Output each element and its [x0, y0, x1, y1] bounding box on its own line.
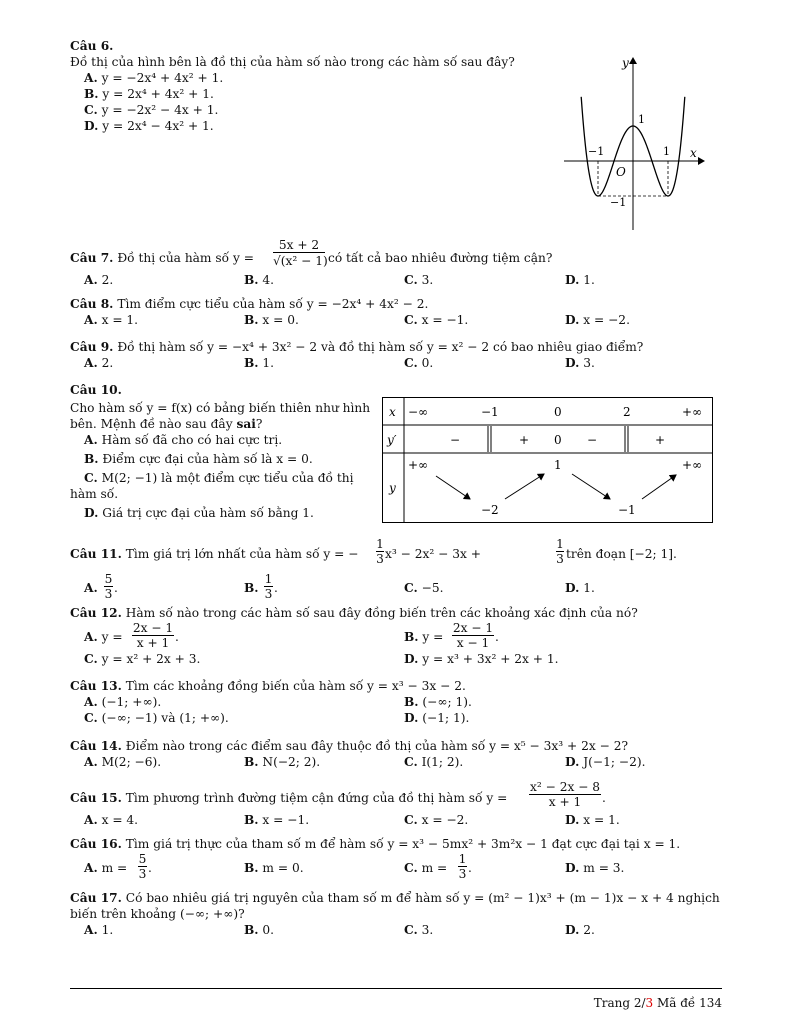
svg-text:+∞: +∞ — [682, 458, 703, 472]
svg-text:−∞: −∞ — [408, 405, 429, 419]
svg-text:y′: y′ — [387, 433, 397, 447]
question-text: Đồ thị của hình bên là đồ thị của hàm số nào trong các hàm số sau đây? — [70, 55, 515, 69]
svg-text:+: + — [655, 433, 666, 447]
footer-rule — [70, 988, 722, 989]
question-15: Câu 15. Tìm phương trình đường tiệm cận đứng của đồ thị hàm số y = x² − 2x − 8 x + 1 . A. x = 4. B. x = −1. C. x = −2. D. x = 1. — [70, 780, 620, 827]
option-a: A. y = −2x⁴ + 4x² + 1. — [84, 71, 224, 85]
origin-label: O — [616, 165, 626, 179]
question-14: Câu 14. Điểm nào trong các điểm sau đây thuộc đồ thị của hàm số y = x⁵ − 3x³ + 2x − 2? A. M(2; −6). B. N(−2; 2). C. I(1; 2). D. J(−1; −2). — [70, 739, 646, 769]
svg-text:−2: −2 — [481, 503, 499, 517]
question-13: Câu 13. Tìm các khoảng đồng biến của hàm số y = x³ − 3x − 2. A. (−1; +∞). B. (−∞; 1). C. (−∞; −1) và (1; +∞). D. (−1; 1). — [70, 679, 472, 725]
svg-text:−1: −1 — [481, 405, 499, 419]
x-axis-label: x — [690, 146, 697, 160]
svg-text:+∞: +∞ — [408, 458, 429, 472]
question-17: Câu 17. Có bao nhiêu giá trị nguyên của tham số m để hàm số y = (m² − 1)x³ + (m − 1)x − x + 4 nghịch biến trên khoảng (−∞; +∞)? A. 1. B. 0. C. 3. D. 2. — [70, 891, 720, 937]
option-b: B. y = 2x⁴ + 4x² + 1. — [84, 87, 214, 101]
question-16: Câu 16. Tìm giá trị thực của tham số m để hàm số y = x³ − 5mx² + 3m²x − 1 đạt cực đại tại x = 1. A. m = 5 3 . B. m = 0. C. m = 1 3 . D. m = 3. — [70, 837, 681, 881]
svg-text:−: − — [587, 433, 598, 447]
options-row: A. 2. B. 4. C. 3. D. 1. — [84, 273, 595, 287]
option-d: D. y = 2x⁴ − 4x² + 1. — [84, 119, 214, 133]
question-number: Câu 6. — [70, 39, 114, 53]
page-footer: Trang 2/3 Mã đề 134 — [593, 996, 722, 1010]
question-11: Câu 11. Tìm giá trị lớn nhất của hàm số y = − 1 3 x³ − 2x² − 3x + 1 3 trên đoạn [−2; 1]. A. 5 3 . B. 1 3 . C. −5. D. 1. — [70, 537, 677, 601]
svg-text:x: x — [389, 405, 396, 419]
question-10: Câu 10. Cho hàm số y = f(x) có bảng biến thiên như hình bên. Mệnh đề nào sau đây sai? A. Hàm số đã cho có hai cực trị. B. Điểm cực đại của hàm số là x = 0. C. M(2; −1) là một điểm cực tiểu của đồ thị hàm số. D. Giá trị cực đại của hàm số bằng 1. — [70, 383, 371, 520]
variation-table — [382, 397, 714, 524]
question-8: Câu 8. Tìm điểm cực tiểu của hàm số y = −2x⁴ + 4x² − 2. A. x = 1. B. x = 0. C. x = −1. D. x = −2. — [70, 297, 630, 327]
tick-label: 1 — [638, 113, 645, 126]
tick-label: −1 — [610, 196, 627, 209]
option-c: C. y = −2x² − 4x + 1. — [84, 103, 219, 117]
svg-text:0: 0 — [554, 433, 562, 447]
function-graph — [560, 52, 710, 234]
svg-text:y: y — [389, 481, 396, 495]
svg-text:−1: −1 — [618, 503, 636, 517]
svg-text:+∞: +∞ — [682, 405, 703, 419]
question-12: Câu 12. Hàm số nào trong các hàm số sau đây đồng biến trên các khoảng xác định của nó? A. y = 2x − 1 x + 1 . B. y = 2x − 1 x − 1 . C. y = x² + 2x + 3. D. y = x³ + 3x² + 2x + 1. — [70, 606, 638, 666]
svg-text:−: − — [450, 433, 461, 447]
tick-label: 1 — [663, 145, 670, 158]
question-7: Câu 7. Đồ thị của hàm số y = 5x + 2 √(x² − 1) có tất cả bao nhiêu đường tiệm cận? A. 2. B. 4. C. 3. D. 1. — [70, 238, 725, 288]
svg-text:2: 2 — [623, 405, 631, 419]
tick-label: −1 — [588, 145, 605, 158]
y-axis-label: y — [622, 56, 629, 70]
question-9: Câu 9. Đồ thị hàm số y = −x⁴ + 3x² − 2 và đồ thị hàm số y = x² − 2 có bao nhiêu giao điểm? A. 2. B. 1. C. 0. D. 3. — [70, 340, 644, 370]
svg-text:+: + — [519, 433, 530, 447]
svg-text:0: 0 — [554, 405, 562, 419]
svg-text:1: 1 — [554, 458, 562, 472]
